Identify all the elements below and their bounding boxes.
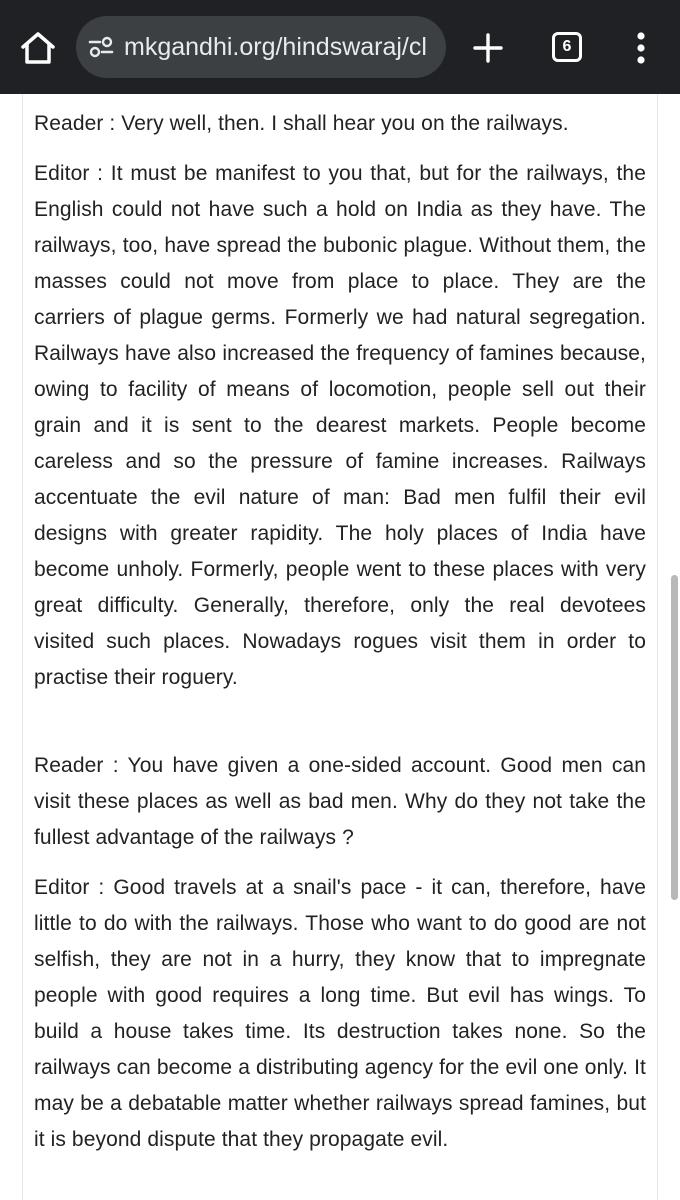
address-bar[interactable] [76, 16, 446, 78]
home-icon[interactable] [18, 30, 58, 66]
paragraph-reader-2: Reader : You have given a one-sided account. Good men can visit these places as well as bad men. Why do they not take the fullest advantage of the railways ? [34, 754, 646, 849]
article-content [22, 94, 658, 1200]
site-info-icon[interactable] [88, 35, 114, 59]
paragraph-reader-1: Reader : Very well, then. I shall hear you on the railways. [34, 112, 569, 135]
tab-switcher-button[interactable]: 6 [552, 32, 582, 62]
plus-icon[interactable] [472, 32, 504, 64]
more-vert-icon[interactable] [630, 30, 652, 66]
url-text[interactable]: mkgandhi.org/hindswaraj/cl [124, 33, 427, 61]
browser-toolbar [0, 0, 680, 94]
scrollbar-thumb[interactable] [671, 575, 678, 900]
paragraph-editor-1: Editor : It must be manifest to you that, but for the railways, the English could not have such a hold on India as they have. The railways, too, have spread the bubonic plague. Without them, the masses could not move from place to place. They are the carriers of plague germs. Formerly we had natural segregation. Railways have also increased the frequency of famines because, owing to facility of means of locomotion, people sell out their grain and it is sent to the dearest markets. People become careless and so the pressure of famine increases. Railways accentuate the evil nature of man: Bad men fulfil their evil designs with greater rapidity. The holy places of India have become unholy. Formerly, people went to these places with very great difficulty. Generally, therefore, only the real devotees visited such places. Nowadays rogues visit them in order to practise their roguery. [34, 162, 646, 689]
paragraph-editor-2: Editor : Good travels at a snail's pace - it can, therefore, have little to do with the railways. Those who want to do good are not selfish, they are not in a hurry, they know that to impregnate people with good requires a long time. But evil has wings. To build a house takes time. Its destruction takes none. So the railways can become a distributing agency for the evil one only. It may be a debatable matter whether railways spread famines, but it is beyond dispute that they propagate evil. [34, 876, 646, 1151]
